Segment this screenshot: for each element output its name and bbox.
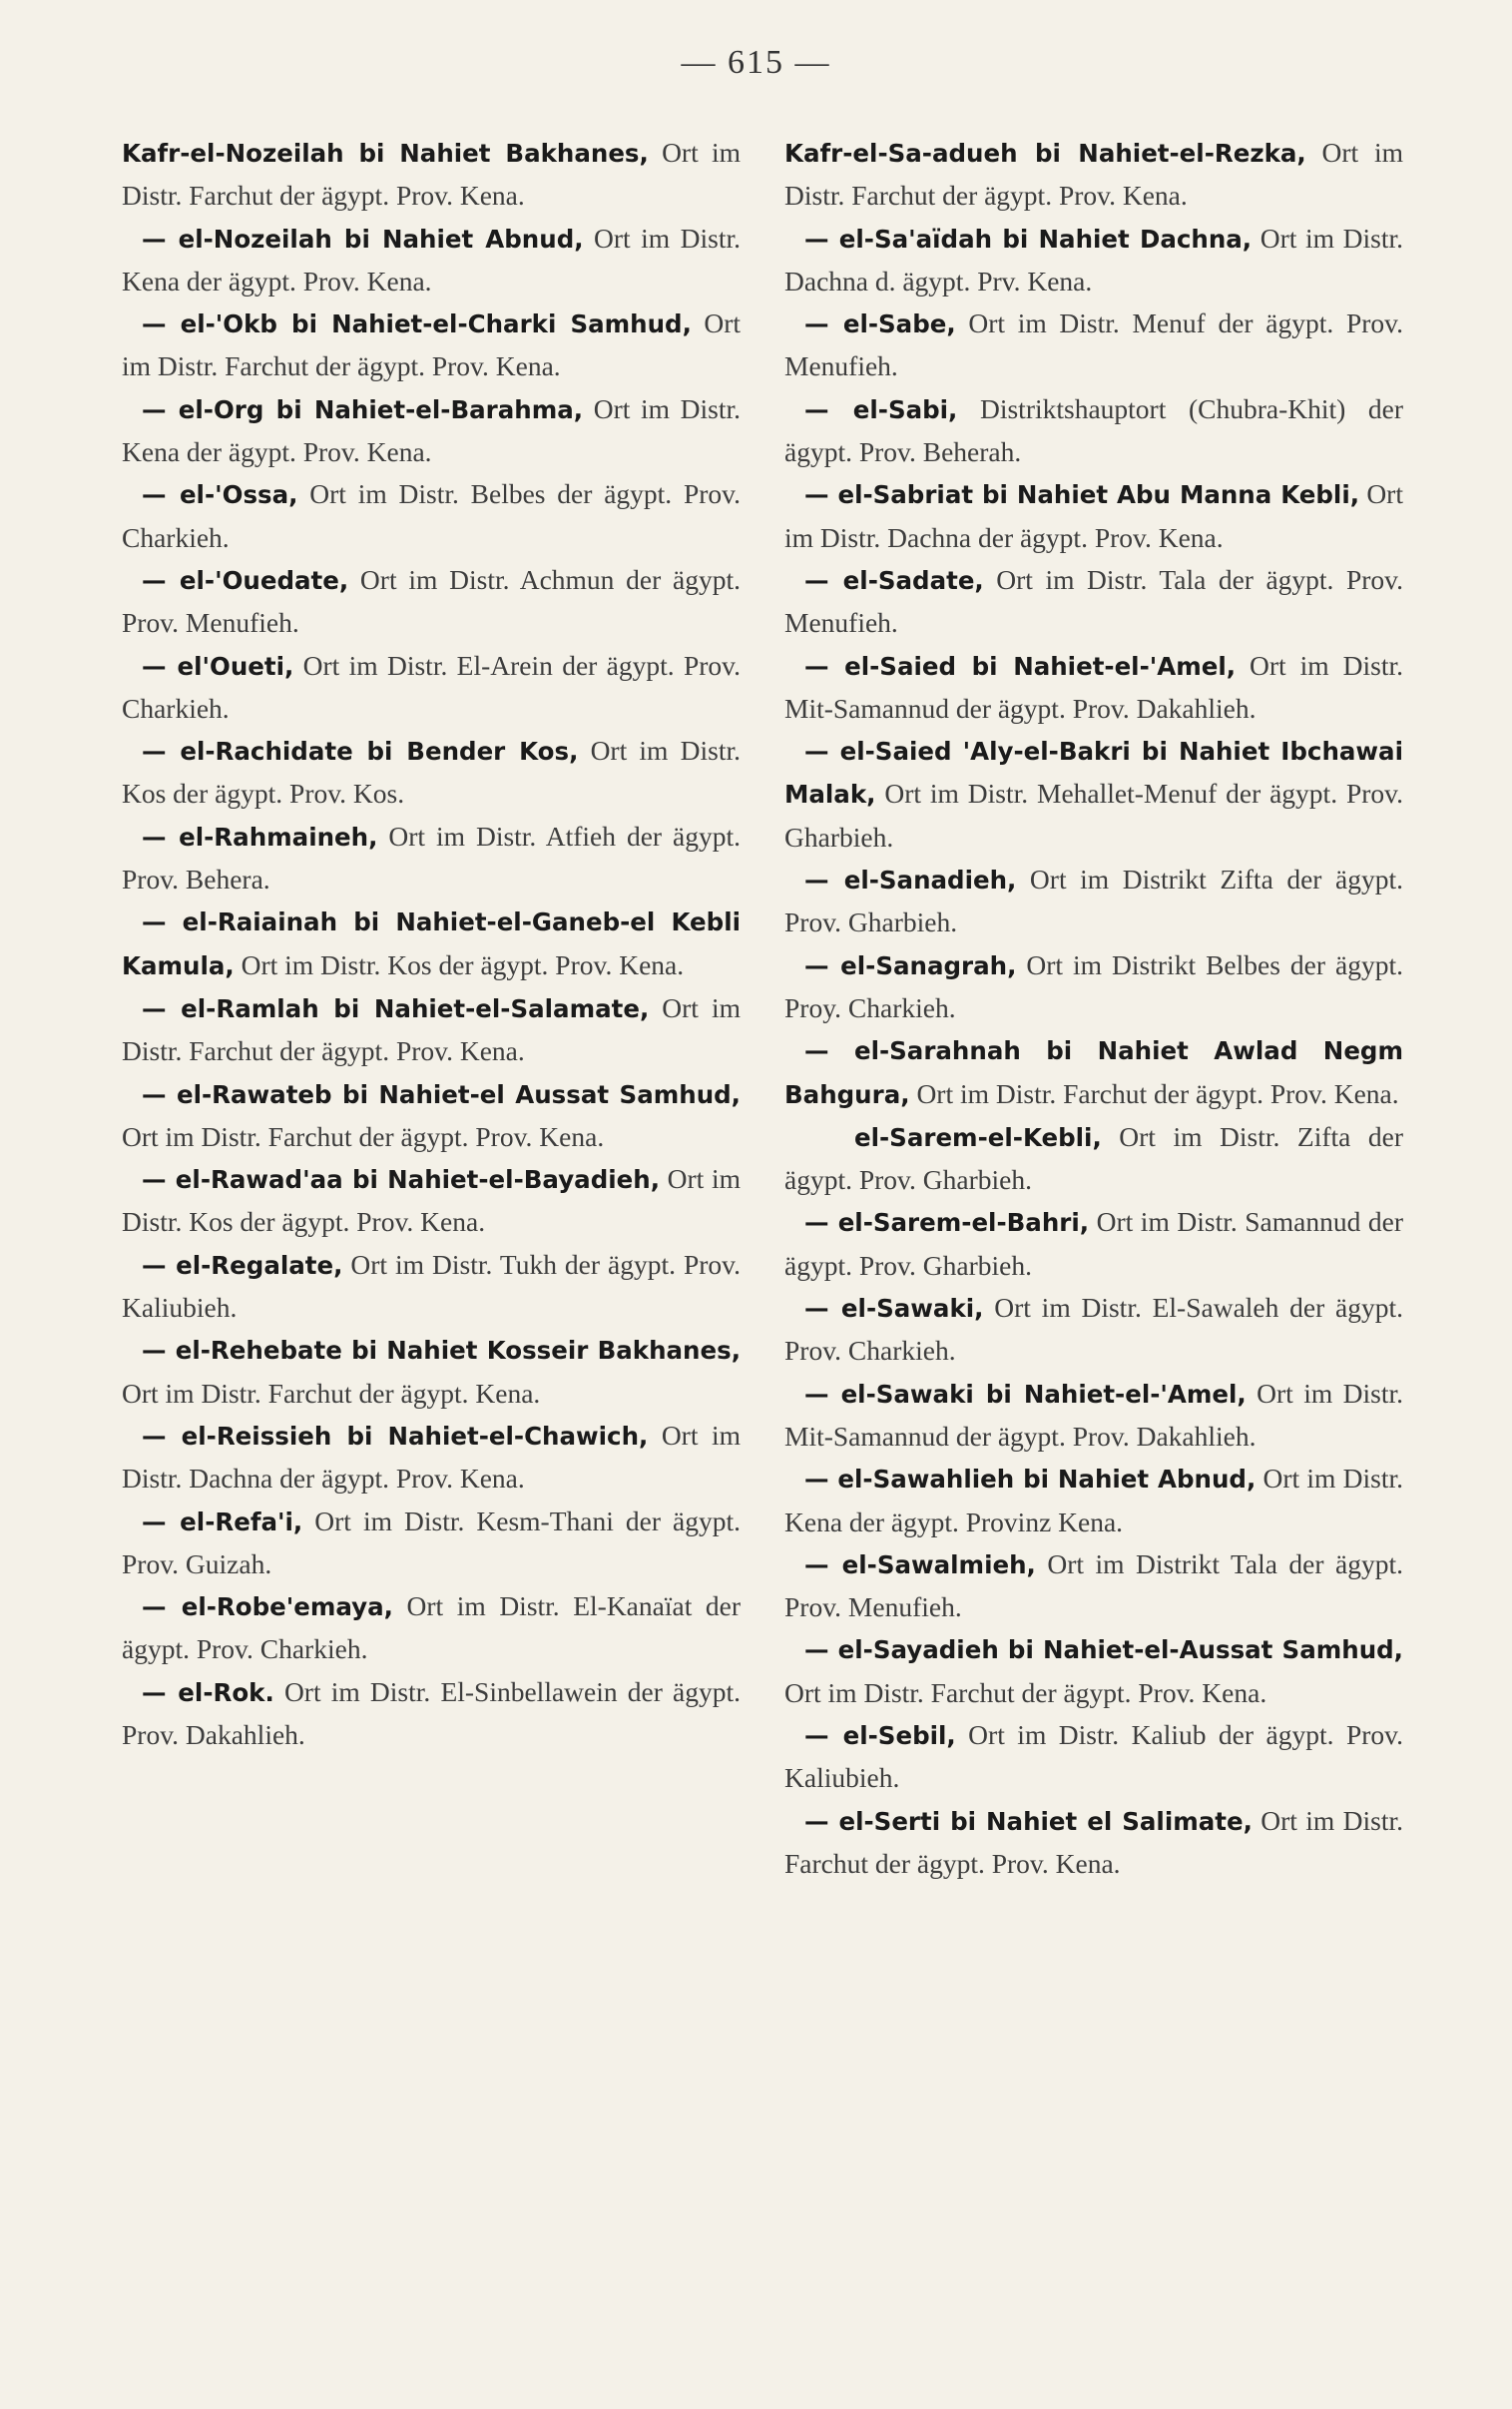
entry-headword: Kafr-el-Sa-adueh bi Nahiet-el-Rezka,	[784, 139, 1306, 168]
entry-description: Ort im Distr. Mit-Samannud der ägypt. Prov. Dakahlieh.	[784, 649, 1404, 724]
entry-headword: — el-'Okb bi Nahiet-el-Charki Samhud,	[142, 309, 692, 339]
right-column	[784, 132, 1403, 1885]
entry-description: Ort im Distr. Samannud der ägypt. Prov. Gharbieh.	[784, 1206, 1404, 1281]
dictionary-entry	[122, 1073, 741, 1159]
dictionary-entry	[784, 302, 1403, 388]
entry-headword: — el-Sebil,	[804, 1720, 956, 1750]
entry-description: Ort im Distr. El-Sawaleh der ägypt. Prov. Charkieh.	[784, 1292, 1404, 1367]
entry-description: Ort im Distrikt Belbes der ägypt. Proy. Charkieh.	[784, 948, 1403, 1023]
dictionary-entry	[784, 1029, 1403, 1116]
entry-description: Ort im Distr. Achmun der ägypt. Prov. Menufieh.	[122, 563, 741, 639]
entry-description: Ort im Distrikt Zifta der ägypt. Prov. Gharbieh.	[784, 864, 1403, 938]
dictionary-entry	[122, 1501, 741, 1586]
entry-description: Ort im Distr. El-Kanaïat der ägypt. Prov. Charkieh.	[122, 1590, 741, 1665]
entry-description: Ort im Distr. Farchut der ägypt. Prov. Kena.	[784, 137, 1403, 212]
entry-description: Ort im Distr. Kaliub der ägypt. Prov. Kaliubieh.	[784, 1718, 1403, 1794]
entry-headword: — el-Sanagrah,	[804, 950, 1017, 980]
entry-description: Ort im Distr. Farchut der ägypt. Prov. Kena.	[784, 1676, 1267, 1708]
entry-description: Ort im Distr. Kos der ägypt. Prov. Kos.	[122, 735, 741, 810]
dictionary-entry	[784, 388, 1403, 474]
entry-description: Ort im Distr. Mehallet-Menuf der ägypt. Prov. Gharbieh.	[784, 778, 1403, 853]
entry-headword: — el-Rachidate bi Bender Kos,	[142, 737, 579, 767]
entry-description: Ort im Distr. Menuf der ägypt. Prov. Menufieh.	[784, 307, 1403, 382]
entry-description: Ort im Distr. Tukh der ägypt. Prov. Kaliubieh.	[122, 1248, 741, 1324]
entry-description: Ort im Distr. Farchut der ägypt. Prov. Kena.	[122, 307, 741, 382]
dictionary-entry	[784, 1714, 1403, 1800]
entry-description: Ort im Distr. Kena der ägypt. Prov. Kena.	[122, 222, 742, 297]
entry-headword: Kafr-el-Nozeilah bi Nahiet Bakhanes,	[122, 139, 649, 168]
entry-headword: el-Sarem-el-Kebli,	[854, 1122, 1102, 1152]
dictionary-entry	[122, 559, 741, 645]
entry-description: Ort im Distr. Zifta der ägypt. Prov. Gharbieh.	[784, 1120, 1403, 1196]
dictionary-entry	[122, 1415, 741, 1501]
dictionary-entry	[122, 132, 741, 218]
entry-headword: — el-Sawaki,	[804, 1294, 984, 1324]
dictionary-entry	[784, 859, 1403, 944]
entry-headword: — el-Sawaki bi Nahiet-el-'Amel,	[804, 1379, 1247, 1409]
entry-description: Ort im Distr. Dachna der ägypt. Prov. Kena.	[122, 1419, 741, 1495]
entry-description: Ort im Distr. Farchut der ägypt. Kena.	[122, 1377, 541, 1409]
dictionary-entry	[122, 1671, 741, 1757]
entry-headword: — el-Serti bi Nahiet el Salimate,	[804, 1806, 1253, 1836]
entry-headword: — el-Sawahlieh bi Nahiet Abnud,	[804, 1465, 1257, 1495]
entry-description: Ort im Distr. Atfieh der ägypt. Prov. Behera.	[122, 820, 741, 896]
dictionary-entry	[122, 645, 741, 731]
entry-headword: — el-Org bi Nahiet-el-Barahma,	[142, 394, 584, 424]
entry-description: Ort im Distr. Mit-Samannud der ägypt. Prov. Dakahlieh.	[784, 1377, 1403, 1452]
dictionary-entry	[784, 1287, 1403, 1373]
dictionary-entry	[784, 132, 1403, 218]
dictionary-entry	[122, 816, 741, 902]
dictionary-entry	[122, 730, 741, 816]
entry-description: Ort im Distr. El-Sinbellawein der ägypt. Prov. Dakahlieh.	[122, 1675, 742, 1750]
entry-description: Ort im Distr. Kesm-Thani der ägypt. Prov. Guizah.	[122, 1505, 742, 1579]
entry-headword: — el-Sabi,	[804, 394, 958, 424]
entry-headword: — el-'Ossa,	[142, 480, 298, 510]
dictionary-entry	[784, 1373, 1403, 1459]
left-column	[122, 132, 741, 1756]
entry-headword: — el-Sarahnah bi Nahiet Awlad Negm Bahgura,	[784, 1036, 1403, 1109]
entry-description: Ort im Distr. Farchut der ägypt. Prov. Kena.	[784, 1804, 1403, 1879]
entry-headword: — el-Robe'emaya,	[142, 1592, 393, 1622]
entry-description: Ort im Distr. Farchut der ägypt. Prov. Kena.	[122, 1120, 605, 1152]
entry-description: Ort im Distr. Farchut der ägypt. Prov. Kena.	[122, 991, 741, 1067]
entry-description: Ort im Distr. Dachna d. ägypt. Prv. Kena.	[784, 222, 1403, 297]
dictionary-entry	[784, 730, 1403, 859]
entry-description: Ort im Distr. El-Arein der ägypt. Prov. Charkieh.	[122, 649, 741, 724]
entry-headword: — el-Raiainah bi Nahiet-el-Ganeb-el Kebli Kamula,	[122, 907, 741, 980]
entry-headword: — el-Nozeilah bi Nahiet Abnud,	[142, 224, 584, 254]
dictionary-entry	[784, 1628, 1403, 1714]
entry-description: Ort im Distr. Farchut der ägypt. Prov. Kena.	[909, 1077, 1399, 1109]
entry-description: Ort im Distr. Dachna der ägypt. Prov. Kena.	[784, 478, 1403, 553]
dictionary-entry	[784, 218, 1403, 303]
entry-headword: — el-Sa'aïdah bi Nahiet Dachna,	[804, 224, 1253, 254]
dictionary-entry	[122, 388, 741, 474]
dictionary-entry	[784, 645, 1403, 731]
dictionary-entry	[784, 559, 1403, 645]
entry-headword: — el-Sarem-el-Bahri,	[804, 1208, 1090, 1238]
entry-headword: — el-Regalate,	[142, 1250, 343, 1280]
entry-headword: — el-'Ouedate,	[142, 565, 349, 595]
entry-headword: — el-Sayadieh bi Nahiet-el-Aussat Samhud,	[804, 1635, 1403, 1665]
dictionary-entry	[122, 987, 741, 1073]
dictionary-entry	[784, 1116, 1403, 1202]
dictionary-entry	[122, 901, 741, 987]
entry-headword: — el-Saied bi Nahiet-el-'Amel,	[804, 651, 1237, 681]
dictionary-entry	[784, 944, 1403, 1030]
entry-description: Ort im Distr. Belbes der ägypt. Prov. Charkieh.	[122, 478, 741, 553]
entry-headword: — el-Rehebate bi Nahiet Kosseir Bakhanes,	[142, 1336, 741, 1366]
entry-headword: — el-Saied 'Aly-el-Bakri bi Nahiet Ibchawai Malak,	[784, 737, 1403, 810]
entry-headword: — el'Oueti,	[142, 651, 294, 681]
entry-description: Distriktshauptort (Chubra-Khit) der ägypt. Prov. Beherah.	[784, 392, 1404, 468]
entry-headword: — el-Reissieh bi Nahiet-el-Chawich,	[142, 1421, 649, 1451]
entry-headword: — el-Rahmaineh,	[142, 822, 378, 852]
dictionary-entry	[784, 1201, 1403, 1287]
entry-description: Ort im Distr. Kena der ägypt. Prov. Kena.	[122, 392, 742, 468]
entry-headword: — el-Sanadieh,	[804, 866, 1017, 896]
dictionary-entry	[122, 302, 741, 388]
entry-description: Ort im Distr. Tala der ägypt. Prov. Menufieh.	[784, 563, 1403, 639]
page-number: — 615 —	[681, 44, 831, 81]
entry-description: Ort im Distr. Kos der ägypt. Prov. Kena.	[122, 1163, 741, 1238]
entry-headword: — el-Rok.	[142, 1677, 274, 1707]
dictionary-entry	[784, 1543, 1403, 1629]
entry-headword: — el-Sawalmieh,	[804, 1549, 1036, 1579]
dictionary-entry	[122, 1585, 741, 1671]
entry-description: Ort im Distr. Farchut der ägypt. Prov. Kena.	[122, 137, 741, 212]
entry-description: Ort im Distr. Kena der ägypt. Provinz Kena.	[784, 1463, 1403, 1537]
entry-description: Ort im Distrikt Tala der ägypt. Prov. Menufieh.	[784, 1547, 1403, 1623]
dictionary-entry	[122, 218, 741, 303]
dictionary-entry	[122, 1158, 741, 1244]
dictionary-entry	[784, 1800, 1403, 1886]
dictionary-entry	[122, 1244, 741, 1330]
dictionary-entry	[784, 473, 1403, 559]
entry-headword: — el-Ramlah bi Nahiet-el-Salamate,	[142, 993, 650, 1023]
entry-description: Ort im Distr. Kos der ägypt. Prov. Kena.	[234, 948, 685, 980]
dictionary-entry	[122, 1329, 741, 1415]
dictionary-entry	[784, 1458, 1403, 1543]
dictionary-entry	[122, 473, 741, 559]
entry-headword: — el-Sadate,	[804, 565, 984, 595]
entry-headword: — el-Sabriat bi Nahiet Abu Manna Kebli,	[804, 480, 1360, 510]
entry-headword: — el-Sabe,	[804, 309, 956, 339]
entry-headword: — el-Refa'i,	[142, 1506, 303, 1536]
entry-headword: — el-Rawateb bi Nahiet-el Aussat Samhud,	[142, 1079, 741, 1109]
entry-headword: — el-Rawad'aa bi Nahiet-el-Bayadieh,	[142, 1165, 660, 1195]
